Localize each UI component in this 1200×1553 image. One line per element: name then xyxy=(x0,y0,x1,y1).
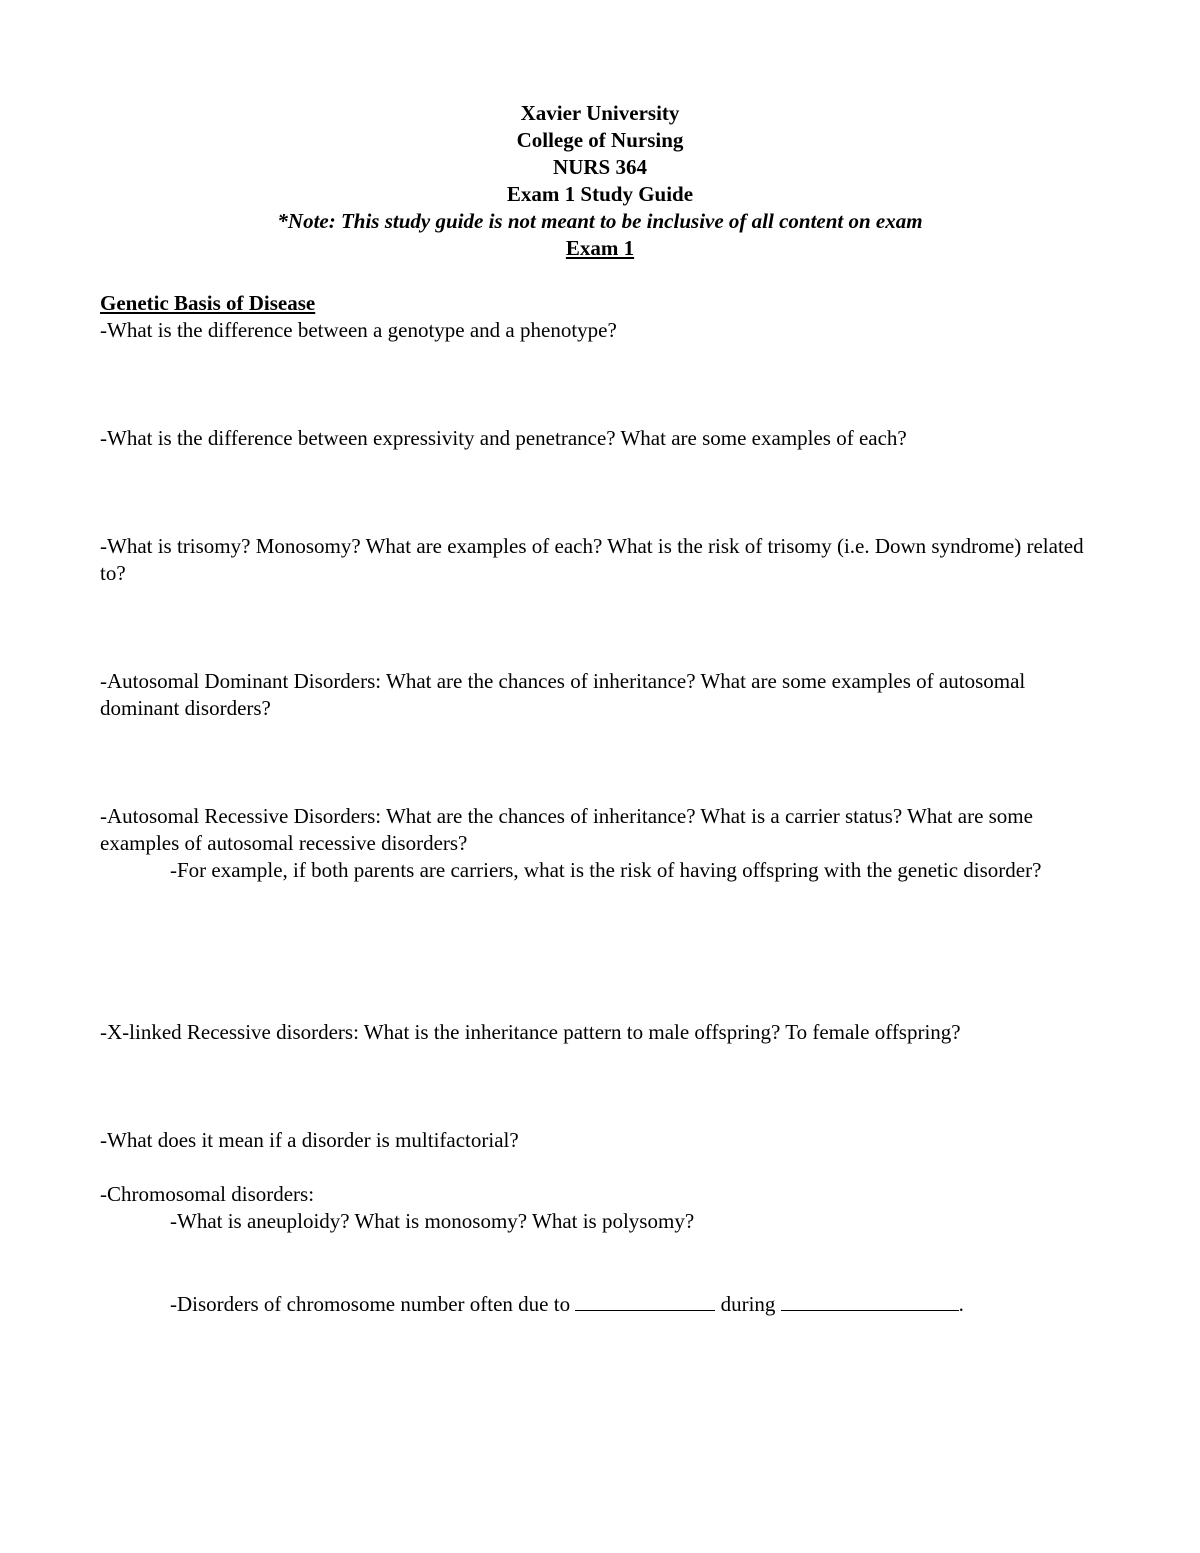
fill-in-blank-cause xyxy=(575,1290,715,1311)
fill-in-blank-timing xyxy=(781,1290,959,1311)
college-name: College of Nursing xyxy=(516,128,684,152)
question-aneuploidy: -What is aneuploidy? What is monosomy? What is polysomy? xyxy=(170,1209,695,1233)
question-chromosome-number xyxy=(170,1290,1080,1318)
fill-in-text-middle: during xyxy=(720,1292,776,1316)
question-autosomal-dominant: -Autosomal Dominant Disorders: What are the chances of inheritance? What are some examples of autosomal dominant disorders? xyxy=(100,669,1026,720)
exam-label: Exam 1 xyxy=(565,236,635,260)
disclaimer-note: *Note: This study guide is not meant to be inclusive of all content on exam xyxy=(277,209,923,233)
question-carrier-parents: -For example, if both parents are carriers, what is the risk of having offspring with the genetic disorder? xyxy=(170,858,1042,882)
question-autosomal-recessive: -Autosomal Recessive Disorders: What are the chances of inheritance? What is a carrier status? What are some examples of autosomal recessive disorders? xyxy=(100,804,1033,855)
fill-in-text-end: . xyxy=(958,1292,964,1316)
document-header xyxy=(0,100,1200,262)
question-trisomy-monosomy: -What is trisomy? Monosomy? What are examples of each? What is the risk of trisomy (i.e. Down syndrome) related to? xyxy=(100,534,1084,585)
question-chromosomal-disorders: -Chromosomal disorders: xyxy=(100,1182,315,1206)
guide-title: Exam 1 Study Guide xyxy=(506,182,694,206)
question-multifactorial: -What does it mean if a disorder is multifactorial? xyxy=(100,1128,519,1152)
question-x-linked-recessive: -X-linked Recessive disorders: What is the inheritance pattern to male offspring? To female offspring? xyxy=(100,1020,961,1044)
question-expressivity-penetrance: -What is the difference between expressivity and penetrance? What are some examples of each? xyxy=(100,426,907,450)
question-genotype-phenotype: -What is the difference between a genotype and a phenotype? xyxy=(100,318,617,342)
course-code: NURS 364 xyxy=(553,155,647,179)
section-title: Genetic Basis of Disease xyxy=(100,291,316,315)
university-name: Xavier University xyxy=(520,101,680,125)
fill-in-text-start: -Disorders of chromosome number often due to xyxy=(170,1292,571,1316)
